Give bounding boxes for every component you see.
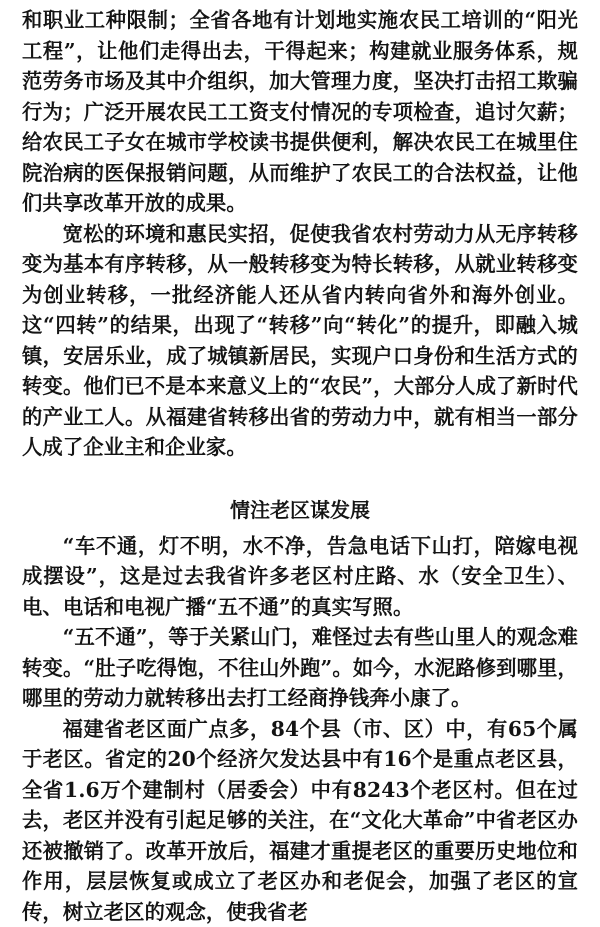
section-heading: 情注老区谋发展 <box>22 495 578 525</box>
paragraph-migrant-worker-rights: 和职业工种限制；全省各地有计划地实施农民工培训的“阳光工程”，让他们走得出去，干得起来；构建就业服务体系，规范劳务市场及其中介组织，加大管理力度，坚决打击招工欺骗行为；广泛开展农民工工资支付情况的专项检查，追讨欠薪；给农民工子女在城市学校读书提供便利，解决农民工在城里住院治病的医保报销问题，从而维护了农民工的合法权益，让他们共享改革开放的成果。 <box>22 5 578 219</box>
section-spacer <box>22 463 578 495</box>
paragraph-five-lacks-effect: “五不通”，等于关紧山门，难怪过去有些山里人的观念难转变。“肚子吃得饱，不往山外跑”。如今，水泥路修到哪里，哪里的劳动力就转移出去打工经商挣钱奔小康了。 <box>22 622 578 714</box>
paragraph-old-revolutionary-areas: 福建省老区面广点多，84个县（市、区）中，有65个属于老区。省定的20个经济欠发达县中有16个是重点老区县，全省1.6万个建制村（居委会）中有8243个老区村。但在过去，老区并没有引起足够的关注，在“文化大革命”中省老区办还被撤销了。改革开放后，福建才重提老区的重要历史地位和作用，层层恢复或成立了老区办和老促会，加强了老区的宣传，树立老区的观念，使我省老 <box>22 714 578 927</box>
paragraph-labor-transfer: 宽松的环境和惠民实招，促使我省农村劳动力从无序转移变为基本有序转移，从一般转移变为特长转移，从就业转移变为创业转移，一批经济能人还从省内转向省外和海外创业。这“四转”的结果，出现了“转移”向“转化”的提升，即融入城镇，安居乐业，成了城镇新居民，实现户口身份和生活方式的转变。他们已不是本来意义上的“农民”，大部分人成了新时代的产业工人。从福建省转移出省的劳动力中，就有相当一部分人成了企业主和企业家。 <box>22 219 578 463</box>
paragraph-five-lacks-quote: “车不通，灯不明，水不净，告急电话下山打，陪嫁电视成摆设”，这是过去我省许多老区村庄路、水（安全卫生）、电、电话和电视广播“五不通”的真实写照。 <box>22 531 578 623</box>
document-page <box>22 5 578 927</box>
